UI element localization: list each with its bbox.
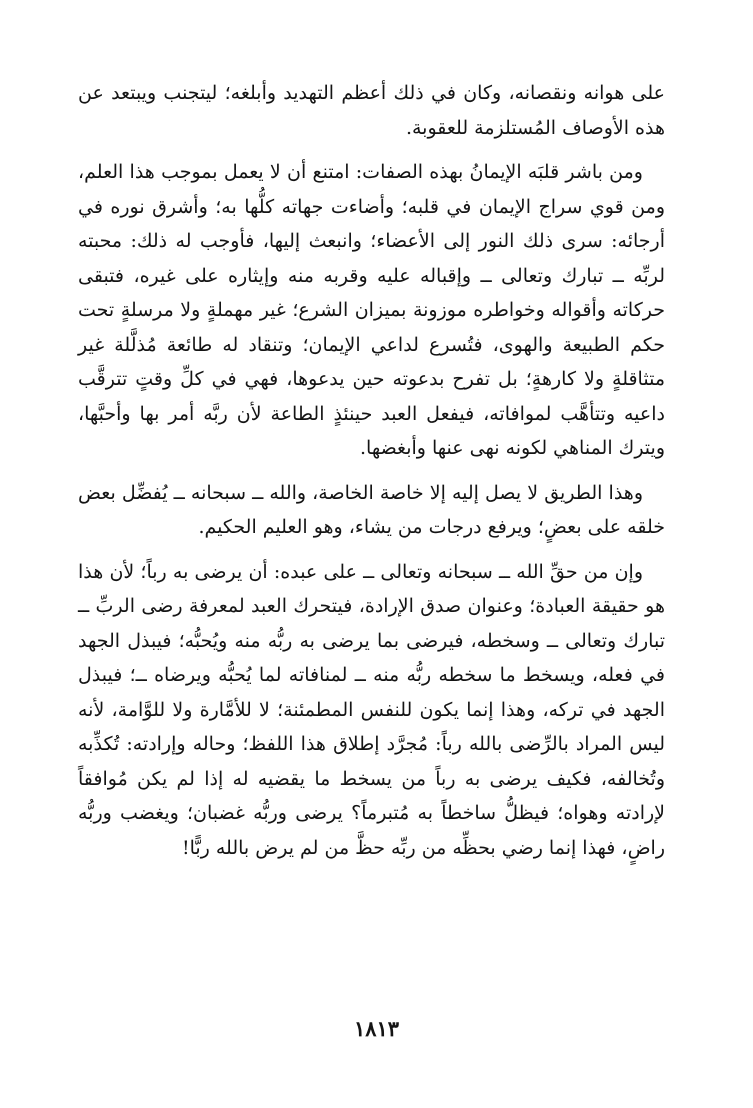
- page-number: ١٨١٣: [353, 1016, 400, 1041]
- paragraph-3: وهذا الطريق لا يصل إليه إلا خاصة الخاصة، والله ــ سبحانه ــ يُفضِّل بعض خلقه على بعضٍ؛ ويرفع درجات من يشاء، وهو العليم الحكيم.: [78, 481, 665, 538]
- body-text: [78, 76, 665, 875]
- paragraph-2: ومن باشر قلبَه الإيمانُ بهذه الصفات: امتنع أن لا يعمل بموجب هذا العلم، ومن قوي سراج الإيمان في قلبه؛ وأضاءت جهاته كلُّها به؛ وأشرق نوره في أرجائه: سرى ذلك النور إلى الأعضاء؛ وانبعث إليها، فأوجب له ذلك: محبته لربِّه ــ تبارك وتعالى ــ وإقباله عليه وقربه منه وإيثاره على غيره، فتبقى حركاته وأقواله وخواطره موزونة بميزان الشرع؛ غير مهملةٍ ولا مرسلةٍ تحت حكم الطبيعة والهوى، فتُسرع لداعي الإيمان؛ وتنقاد له طائعة مُذلَّلة غير متثاقلةٍ ولا كارهةٍ؛ بل تفرح بدعوته حين يدعوها، فهي في كلِّ وقتٍ تترقَّب داعيه وتتأهَّب لموافاته، فيفعل العبد حينئذٍ الطاعة لأن ربَّه أمر بها وأحبَّها، ويترك المناهي لكونه نهى عنها وأبغضها.: [78, 161, 665, 459]
- paragraph-1: على هوانه ونقصانه، وكان في ذلك أعظم التهديد وأبلغه؛ ليتجنب ويبتعد عن هذه الأوصاف المُستلزمة للعقوبة.: [78, 82, 665, 139]
- paragraph-4: وإن من حقِّ الله ــ سبحانه وتعالى ــ على عبده: أن يرضى به رباً؛ لأن هذا هو حقيقة العبادة؛ وعنوان صدق الإرادة، فيتحرك العبد لمعرفة رضى الربِّ ــ تبارك وتعالى ــ وسخطه، فيرضى بما يرضى به ربُّه منه ويُحبُّه؛ فيبذل الجهد في فعله، ويسخط ما سخطه ربُّه منه ــ لمنافاته لما يُحبُّه ويرضاه ــ؛ فيبذل الجهد في تركه، وهذا إنما يكون للنفس المطمئنة؛ لا للأمَّارة ولا للوَّامة، لأنه ليس المراد بالرِّضى بالله رباً: مُجرَّد إطلاق هذا اللفظ؛ وحاله وإرادته: تُكذِّبه وتُخالفه، فكيف يرضى به رباً من يسخط ما يقضيه له إذا لم يكن مُوافقاً لإرادته وهواه؛ فيظلُّ ساخطاً به مُتبرماً؟ يرضى وربُّه غضبان؛ ويغضب وربُّه راضٍ، فهذا إنما رضي بحظِّه من ربِّه حظَّ من لم يرض بالله ربًّا!: [78, 560, 665, 859]
